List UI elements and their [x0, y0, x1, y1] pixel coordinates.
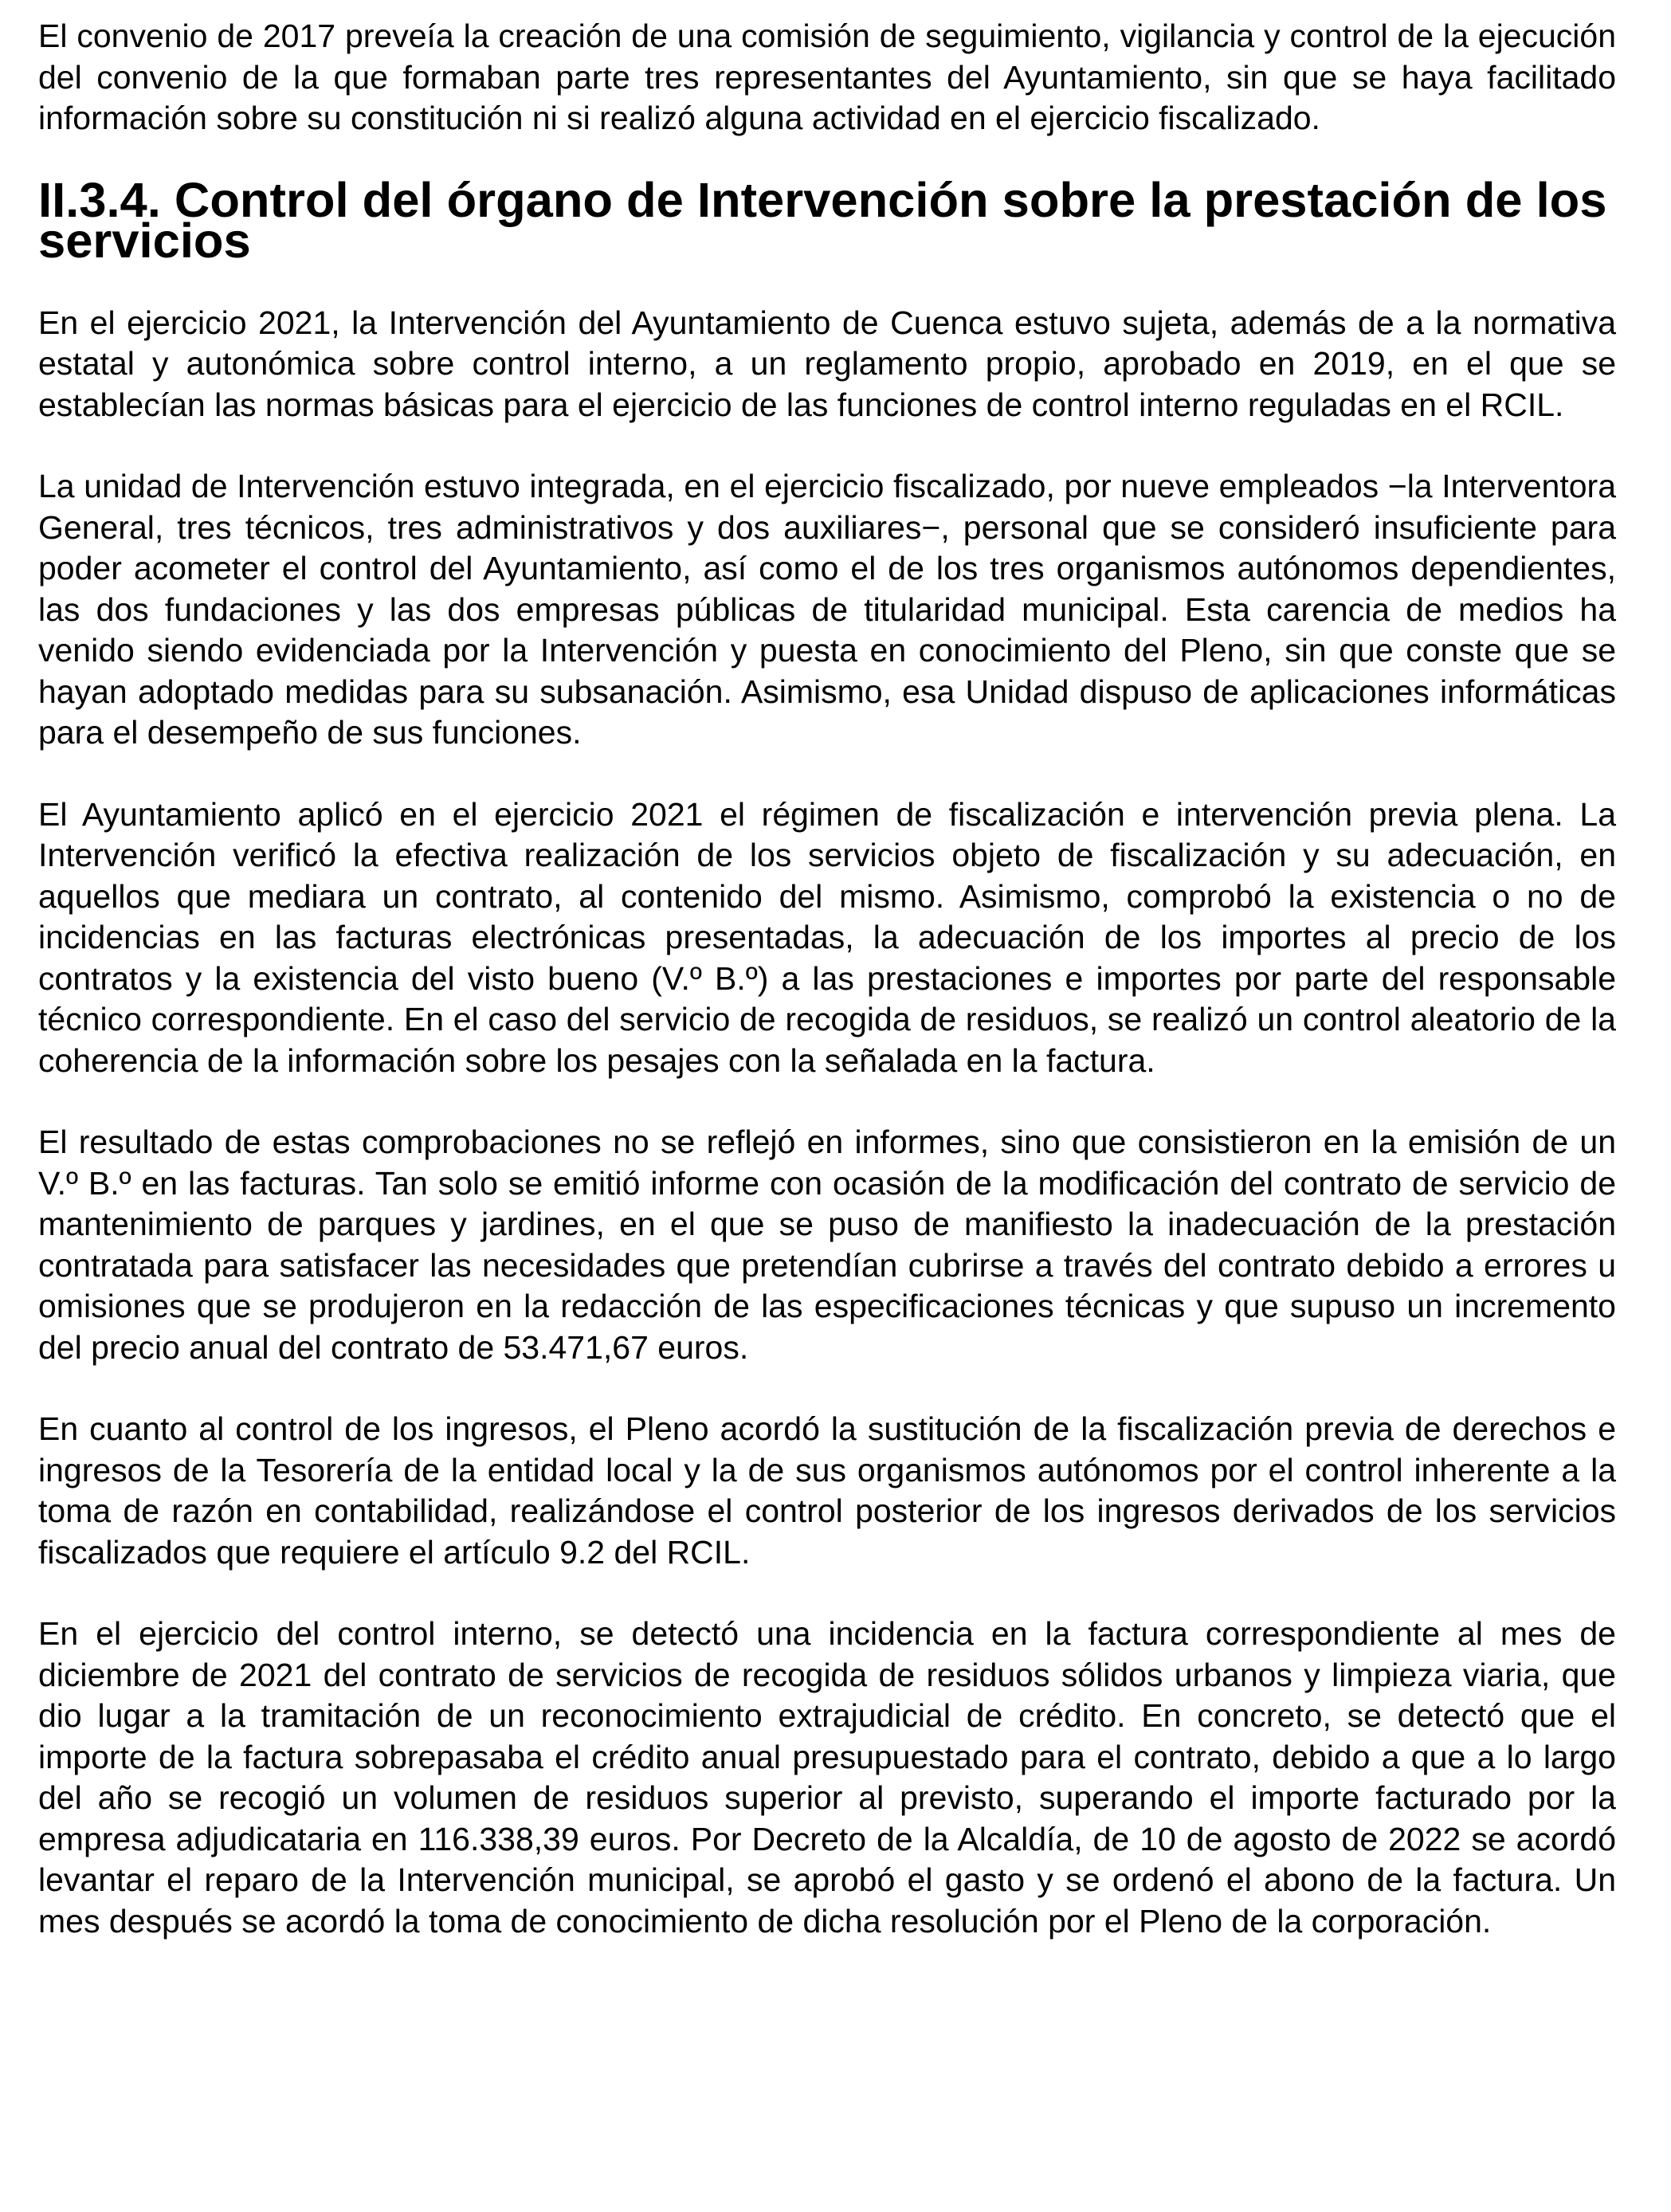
- paragraph-resultado-comprobaciones: El resultado de estas comprobaciones no se reflejó en informes, sino que consistieron en la emisión de un V.º B.º en las facturas. Tan solo se emitió informe con ocasión de la modificación del contrato de servicio de mantenimiento de parques y jardines, en el que se puso de manifiesto la inadecuación de la prestación contratada para satisfacer las necesidades que pretendían cubrirse a través del contrato debido a errores u omisiones que se produjeron en la redacción de las especificaciones técnicas y que supuso un incremento del precio anual del contrato de 53.471,67 euros.: [38, 1124, 1616, 1366]
- section-heading: II.3.4. Control del órgano de Intervención sobre la prestación de los servicios: [38, 172, 1607, 269]
- paragraph-incidencia-factura: En el ejercicio del control interno, se detectó una incidencia en la factura correspondiente al mes de diciembre de 2021 del contrato de servicios de recogida de residuos sólidos urbanos y limpieza viaria, que dio lugar a la tramitación de un reconocimiento extrajudicial de crédito. En concreto, se detectó que el importe de la factura sobrepasaba el crédito anual presupuestado para el contrato, debido a que a lo largo del año se recogió un volumen de residuos superior al previsto, superando el importe facturado por la empresa adjudicataria en 116.338,39 euros. Por Decreto de la Alcaldía, de 10 de agosto de 2022 se acordó levantar el reparo de la Intervención municipal, se aprobó el gasto y se ordenó el abono de la factura. Un mes después se acordó la toma de conocimiento de dicha resolución por el Pleno de la corporación.: [38, 1615, 1616, 1939]
- document-page: [38, 16, 1616, 1983]
- paragraph-control-ingresos: En cuanto al control de los ingresos, el Pleno acordó la sustitución de la fiscalización previa de derechos e ingresos de la Tesorería de la entidad local y la de sus organismos autónomos por el control inherente a la toma de razón en contabilidad, realizándose el control posterior de los ingresos derivados de los servicios fiscalizados que requiere el artículo 9.2 del RCIL.: [38, 1410, 1616, 1571]
- paragraph-reglamento-propio: En el ejercicio 2021, la Intervención del Ayuntamiento de Cuenca estuvo sujeta, además de a la normativa estatal y autonómica sobre control interno, a un reglamento propio, aprobado en 2019, en el que se establecían las normas básicas para el ejercicio de las funciones de control interno reguladas en el RCIL.: [38, 304, 1616, 423]
- paragraph-convenio-comision: El convenio de 2017 preveía la creación de una comisión de seguimiento, vigilancia y control de la ejecución del convenio de la que formaban parte tres representantes del Ayuntamiento, sin que se haya facilitado información sobre su constitución ni si realizó alguna actividad en el ejercicio fiscalizado.: [38, 18, 1616, 136]
- paragraph-fiscalizacion-previa: El Ayuntamiento aplicó en el ejercicio 2021 el régimen de fiscalización e intervención previa plena. La Intervención verificó la efectiva realización de los servicios objeto de fiscalización y su adecuación, en aquellos que mediara un contrato, al contenido del mismo. Asimismo, comprobó la existencia o no de incidencias en las facturas electrónicas presentadas, la adecuación de los importes al precio de los contratos y la existencia del visto bueno (V.º B.º) a las prestaciones e importes por parte del responsable técnico correspondiente. En el caso del servicio de recogida de residuos, se realizó un control aleatorio de la coherencia de la información sobre los pesajes con la señalada en la factura.: [38, 795, 1616, 1079]
- paragraph-unidad-intervencion: La unidad de Intervención estuvo integrada, en el ejercicio fiscalizado, por nueve empleados −la Interventora General, tres técnicos, tres administrativos y dos auxiliares−, personal que se consideró insuficiente para poder acometer el control del Ayuntamiento, así como el de los tres organismos autónomos dependientes, las dos fundaciones y las dos empresas públicas de titularidad municipal. Esta carencia de medios ha venido siendo evidenciada por la Intervención y puesta en conocimiento del Pleno, sin que conste que se hayan adoptado medidas para su subsanación. Asimismo, esa Unidad dispuso de aplicaciones informáticas para el desempeño de sus funciones.: [38, 468, 1616, 751]
